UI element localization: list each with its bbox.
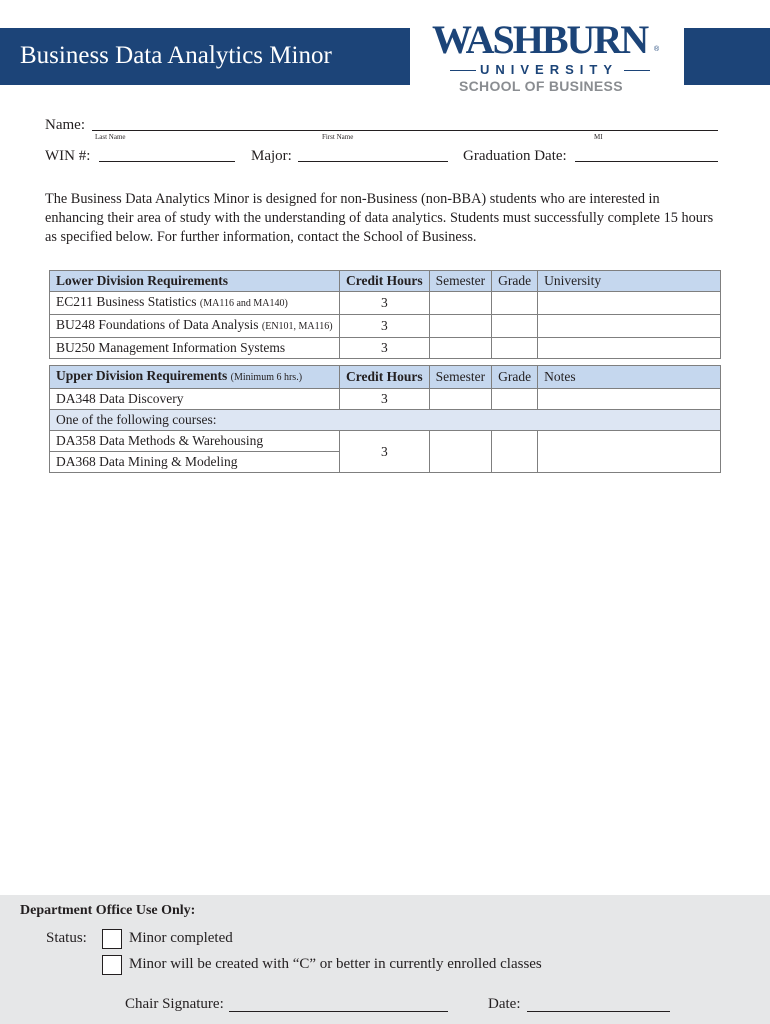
- name-label: Name:: [45, 117, 85, 133]
- credit-hours: 3: [340, 292, 430, 315]
- notes-cell[interactable]: [538, 389, 721, 410]
- upper-division-table: [49, 365, 721, 473]
- chair-signature-field[interactable]: [229, 1011, 448, 1012]
- course-option: DA368 Data Mining & Modeling: [50, 452, 340, 473]
- dept-date-label: Date:: [488, 996, 521, 1012]
- course-name: BU248 Foundations of Data Analysis: [56, 317, 259, 332]
- course-name: BU250 Management Information Systems: [50, 338, 340, 359]
- minor-completed-label: Minor completed: [129, 930, 233, 946]
- table-row: [50, 292, 721, 315]
- lower-header-requirements: Lower Division Requirements: [50, 271, 340, 292]
- graduation-date-field[interactable]: [575, 161, 718, 162]
- graduation-date-label: Graduation Date:: [463, 148, 567, 164]
- grade-cell[interactable]: [492, 389, 538, 410]
- lower-header-credit-hours: Credit Hours: [340, 271, 430, 292]
- lower-division-table: [49, 270, 721, 359]
- first-name-caption: First Name: [322, 133, 354, 141]
- win-field[interactable]: [99, 161, 235, 162]
- credit-hours: 3: [340, 338, 430, 359]
- semester-cell[interactable]: [429, 315, 492, 338]
- name-field[interactable]: [92, 130, 718, 131]
- course-name: DA348 Data Discovery: [50, 389, 340, 410]
- major-field[interactable]: [298, 161, 448, 162]
- status-label: Status:: [46, 930, 87, 946]
- semester-cell[interactable]: [429, 431, 492, 473]
- table-row: [50, 431, 721, 452]
- logo-registered-mark: ®: [654, 46, 660, 53]
- upper-header-credit-hours: Credit Hours: [340, 366, 430, 389]
- logo-wordmark: WASHBURN: [432, 17, 648, 62]
- lower-header-semester: Semester: [429, 271, 492, 292]
- intro-paragraph: The Business Data Analytics Minor is designed for non-Business (non-BBA) students who are interested in enhancing their area of study with the understanding of data analytics. Students must successfully complete 15 hours as specified below. For further information, contact the School of Business.: [45, 191, 714, 245]
- credit-hours: 3: [340, 431, 430, 473]
- grade-cell[interactable]: [492, 315, 538, 338]
- minor-completed-checkbox[interactable]: [102, 929, 122, 949]
- semester-cell[interactable]: [429, 292, 492, 315]
- lower-header-grade: Grade: [492, 271, 538, 292]
- upper-header-minimum: (Minimum 6 hrs.): [230, 372, 303, 383]
- table-row: [50, 338, 721, 359]
- logo-rule-left: [450, 70, 476, 71]
- major-label: Major:: [251, 148, 292, 164]
- upper-header-row: [50, 366, 721, 389]
- grade-cell[interactable]: [492, 338, 538, 359]
- grade-cell[interactable]: [492, 431, 538, 473]
- university-cell[interactable]: [538, 315, 721, 338]
- choose-one-row: [50, 410, 721, 431]
- logo-university: UNIVERSITY: [480, 62, 619, 77]
- university-cell[interactable]: [538, 338, 721, 359]
- upper-header-semester: Semester: [429, 366, 492, 389]
- table-row: [50, 389, 721, 410]
- chair-signature-label: Chair Signature:: [125, 996, 224, 1012]
- mi-caption: MI: [594, 133, 603, 141]
- grade-cell[interactable]: [492, 292, 538, 315]
- lower-header-university: University: [538, 271, 721, 292]
- choose-one-label: One of the following courses:: [50, 410, 721, 431]
- page-title: Business Data Analytics Minor: [20, 42, 332, 69]
- department-office-title: Department Office Use Only:: [20, 903, 196, 918]
- course-name: EC211 Business Statistics: [56, 294, 197, 309]
- course-option: DA358 Data Methods & Warehousing: [50, 431, 340, 452]
- logo-rule-right: [624, 70, 650, 71]
- dept-date-field[interactable]: [527, 1011, 670, 1012]
- semester-cell[interactable]: [429, 389, 492, 410]
- prereq-note: (MA116 and MA140): [199, 298, 288, 309]
- table-row: [50, 315, 721, 338]
- prereq-note: (EN101, MA116): [261, 321, 333, 332]
- upper-header-notes: Notes: [538, 366, 721, 389]
- semester-cell[interactable]: [429, 338, 492, 359]
- win-label: WIN #:: [45, 148, 91, 164]
- header-accent-block: [684, 28, 770, 85]
- lower-header-row: [50, 271, 721, 292]
- last-name-caption: Last Name: [95, 133, 126, 141]
- upper-header-requirements: Upper Division Requirements: [56, 368, 228, 383]
- credit-hours: 3: [340, 315, 430, 338]
- washburn-logo: [432, 18, 664, 96]
- minor-pending-label: Minor will be created with “C” or better in currently enrolled classes: [129, 956, 542, 972]
- title-banner: [0, 28, 410, 85]
- logo-school: SCHOOL OF BUSINESS: [459, 78, 623, 94]
- credit-hours: 3: [340, 389, 430, 410]
- minor-pending-checkbox[interactable]: [102, 955, 122, 975]
- upper-header-grade: Grade: [492, 366, 538, 389]
- notes-cell[interactable]: [538, 431, 721, 473]
- university-cell[interactable]: [538, 292, 721, 315]
